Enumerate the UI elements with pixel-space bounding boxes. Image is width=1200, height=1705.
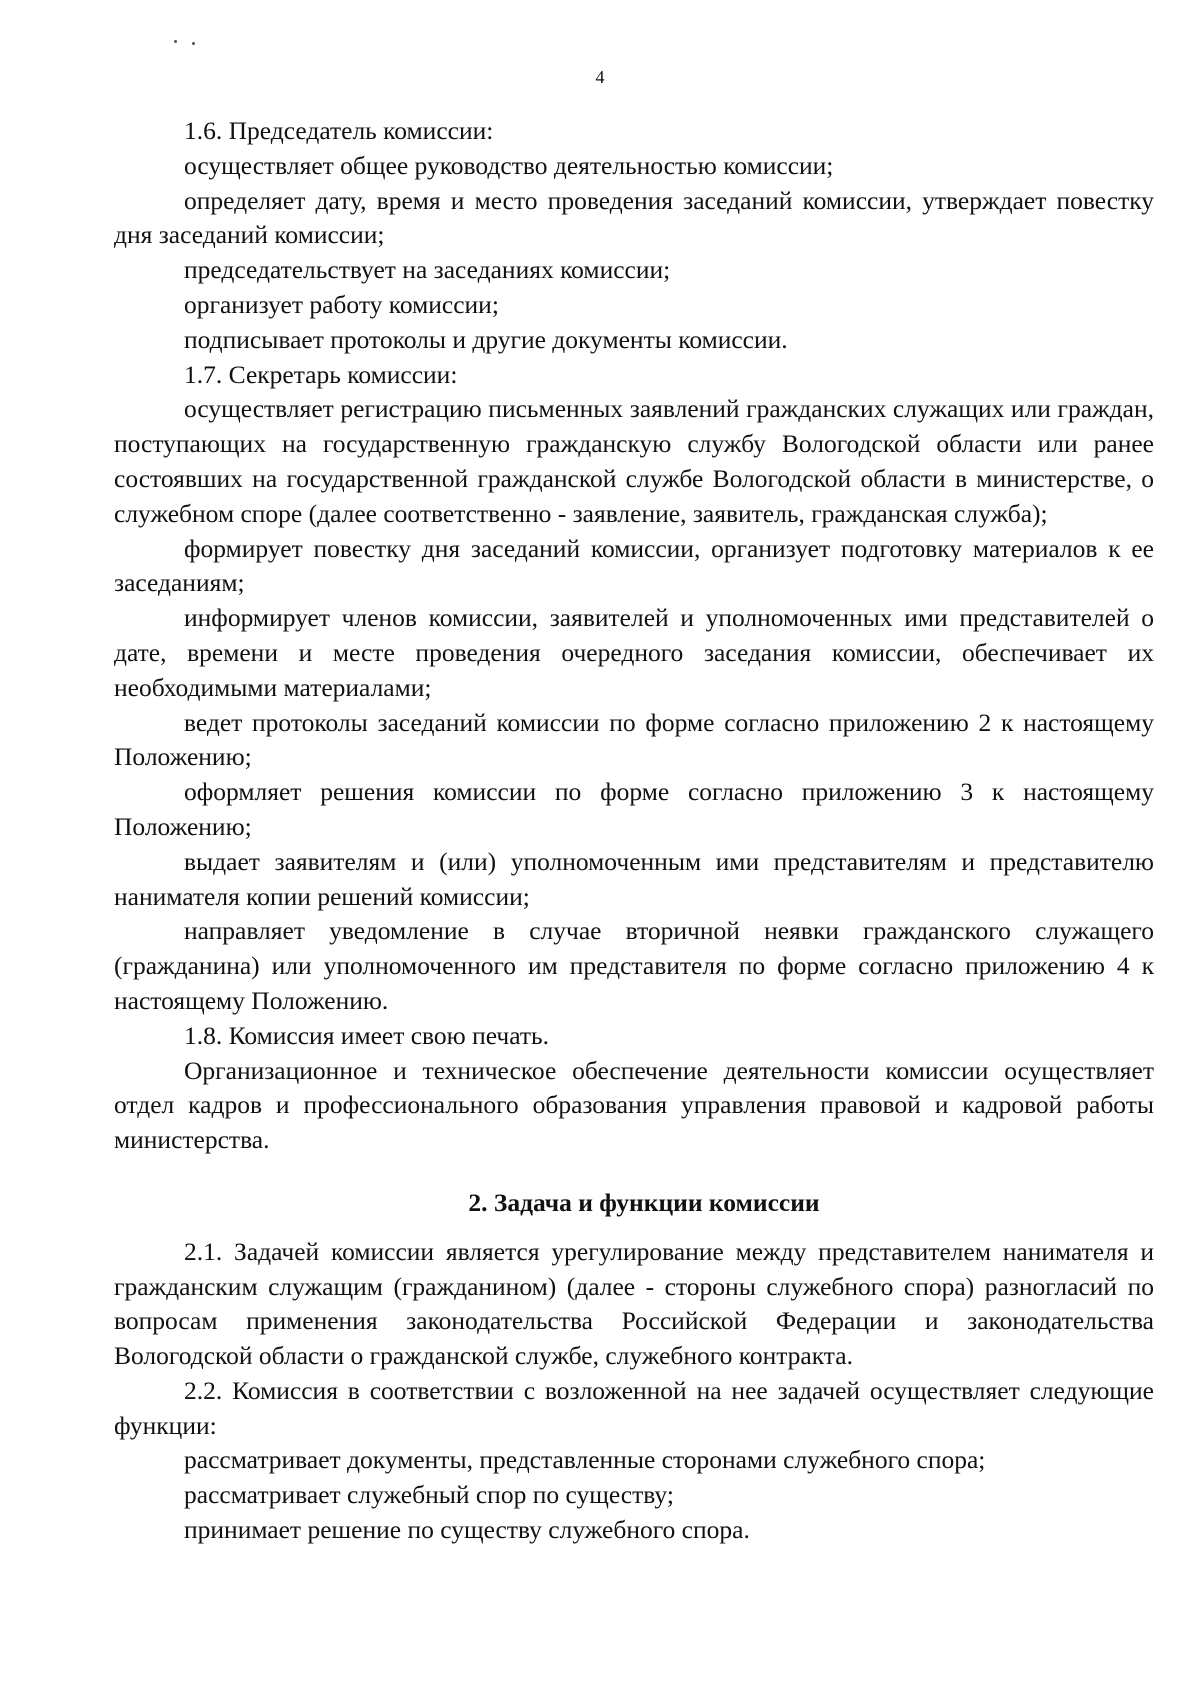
paragraph-secretary-agenda: формирует повестку дня заседаний комиссии, организует подготовку материалов к ее заседаниям;	[114, 533, 1154, 598]
paragraph-1-6-title: 1.6. Председатель комиссии:	[184, 116, 494, 145]
paragraph-secretary-minutes: ведет протоколы заседаний комиссии по форме согласно приложению 2 к настоящему Положению;	[114, 707, 1154, 772]
paragraph-secretary-notice: направляет уведомление в случае вторичной неявки гражданского служащего (гражданина) или уполномоченного им представителя по форме согласно приложению 4 к настоящему Положению.	[114, 916, 1154, 1015]
paragraph-function-documents: рассматривает документы, представленные сторонами служебного спора;	[184, 1445, 986, 1475]
paragraph-secretary-registration: осуществляет регистрацию письменных заявлений гражданских служащих или граждан, поступающих на государственную гражданскую службу Вологодской области или ранее состоявших на государственной гражданской службе Вологодской области в министерстве, о служебном споре (далее соответственно - заявление, заявитель, гражданская служба);	[114, 394, 1154, 528]
paragraph-2-1: 2.1. Задачей комиссии является урегулирование между представителем нанимателя и гражданским служащим (гражданином) (далее - стороны служебного спора) разногласий по вопросам применения законодательства Российской Федерации и законодательства Вологодской области о гражданской службе, служебного контракта.	[114, 1236, 1154, 1371]
paragraph-secretary-copies: выдает заявителям и (или) уполномоченным ими представителям и представителю нанимателя копии решений комиссии;	[114, 846, 1154, 911]
section-title: 2. Задача и функции комиссии	[468, 1187, 820, 1217]
paragraph-chair-signs: подписывает протоколы и другие документы комиссии.	[184, 324, 788, 354]
paragraph-function-merits: рассматривает служебный спор по существу;	[184, 1480, 674, 1510]
paragraph-organizational-support: Организационное и техническое обеспечение деятельности комиссии осуществляет отдел кадров и профессионального образования управления правовой и кадровой работы министерства.	[114, 1055, 1154, 1155]
paragraph-chair-organizes: организует работу комиссии;	[184, 289, 499, 319]
paragraph-secretary-decisions: оформляет решения комиссии по форме согласно приложению 3 к настоящему Положению;	[114, 777, 1154, 841]
paragraph-chair-presides: председательствует на заседаниях комиссии;	[184, 255, 671, 285]
paragraph-1-8-seal: 1.8. Комиссия имеет свою печать.	[184, 1020, 550, 1050]
document-body	[114, 114, 1154, 1548]
scan-speck	[192, 42, 195, 45]
paragraph-2-2: 2.2. Комиссия в соответствии с возложенной на нее задачей осуществляет следующие функции:	[114, 1375, 1154, 1440]
paragraph-function-decision: принимает решение по существу служебного спора.	[184, 1515, 750, 1545]
paragraph-1-7-title: 1.7. Секретарь комиссии:	[184, 359, 458, 389]
paragraph-chair-leadership: осуществляет общее руководство деятельностью комиссии;	[184, 150, 834, 180]
page-number: 4	[595, 67, 605, 87]
scan-speck	[174, 40, 177, 43]
paragraph-chair-dates: определяет дату, время и место проведения заседаний комиссии, утверждает повестку дня заседаний комиссии;	[114, 185, 1154, 250]
paragraph-secretary-informs: информирует членов комиссии, заявителей и уполномоченных ими представителей о дате, времени и месте проведения очередного заседания комиссии, обеспечивает их необходимыми материалами;	[114, 603, 1154, 702]
